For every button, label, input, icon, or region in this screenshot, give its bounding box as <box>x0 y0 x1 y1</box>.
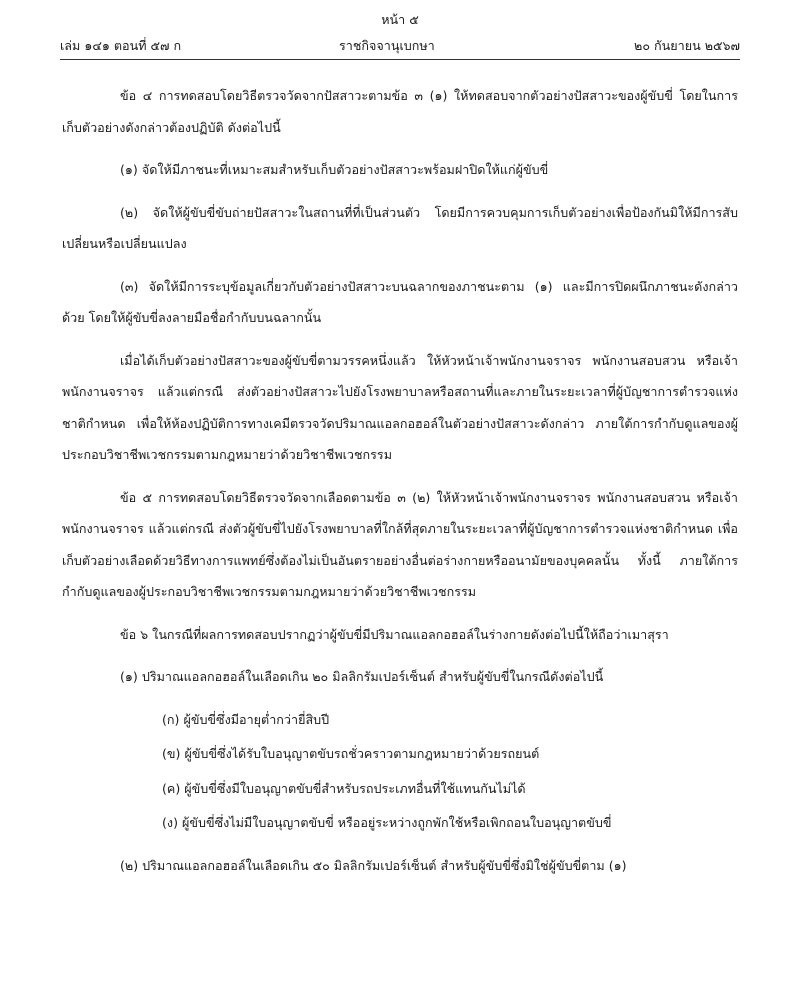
sub-item-kho: (ข) ผู้ขับขี่ซึ่งได้รับใบอนุญาตขับรถชั่วคราวตามกฎหมายว่าด้วยรถยนต์ <box>162 746 540 761</box>
header-divider <box>60 59 740 60</box>
sub-item-ko: (ก) ผู้ขับขี่ซึ่งมีอายุต่ำกว่ายี่สิบปี <box>162 711 330 727</box>
page-number: หน้า ๕ <box>381 12 419 27</box>
gazette-header <box>60 36 740 56</box>
clause-6: ข้อ ๖ ในกรณีที่ผลการทดสอบปรากฏว่าผู้ขับขี่มีปริมาณแอลกอฮอล์ในร่างกายดังต่อไปนี้ให้ถือว่าเมาสุรา <box>120 626 669 642</box>
clause-4-item-3: (๓) จัดให้มีการระบุข้อมูลเกี่ยวกับตัวอย่างปัสสาวะบนฉลากของภาชนะตาม (๑) และมีการปิดผนึกภาชนะดังกล่าวด้วย โดยให้ผู้ขับขี่ลงลายมือชื่อกำกับบนฉลากนั้น <box>62 278 738 325</box>
clause-4-paragraph-2: เมื่อได้เก็บตัวอย่างปัสสาวะของผู้ขับขี่ตามวรรคหนึ่งแล้ว ให้หัวหน้าเจ้าพนักงานจราจร พนักงานสอบสวน หรือเจ้าพนักงานจราจร แล้วแต่กรณี ส่งตัวอย่างปัสสาวะไปยังโรงพยาบาลหรือสถานที่และภายในระยะเวลาที่ผู้บัญชาการตำรวจแห่งชาติกำหนด เพื่อให้ห้องปฏิบัติการทางเคมีตรวจวัดปริมาณแอลกอฮอล์ในตัวอย่างปัสสาวะดังกล่าว ภายใต้การกำกับดูแลของผู้ประกอบวิชาชีพเวชกรรมตามกฎหมายว่าด้วยวิชาชีพเวชกรรม <box>62 352 738 462</box>
volume-info: เล่ม ๑๔๑ ตอนที่ ๕๗ ก <box>60 38 182 53</box>
clause-6-item-1: (๑) ปริมาณแอลกอฮอล์ในเลือดเกิน ๒๐ มิลลิกรัมเปอร์เซ็นต์ สำหรับผู้ขับขี่ในกรณีดังต่อไปนี้ <box>120 669 604 684</box>
clause-6-item-2: (๒) ปริมาณแอลกอฮอล์ในเลือดเกิน ๕๐ มิลลิกรัมเปอร์เซ็นต์ สำหรับผู้ขับขี่ซึ่งมิใช่ผู้ขับขี่ตาม (๑) <box>120 857 627 873</box>
sub-item-ngo: (ง) ผู้ขับขี่ซึ่งไม่มีใบอนุญาตขับขี่ หรืออยู่ระหว่างถูกพักใช้หรือเพิกถอนใบอนุญาตขับขี่ <box>162 815 612 830</box>
sub-item-kho-khwai: (ค) ผู้ขับขี่ซึ่งมีใบอนุญาตขับขี่สำหรับรถประเภทอื่นที่ใช้แทนกันไม่ได้ <box>162 780 526 796</box>
clause-4-item-2: (๒) จัดให้ผู้ขับขี่ขับถ่ายปัสสาวะในสถานที่ที่เป็นส่วนตัว โดยมีการควบคุมการเก็บตัวอย่างเพื่อป้องกันมิให้มีการสับเปลี่ยนหรือเปลี่ยนแปลง <box>62 204 738 251</box>
publication-name: ราชกิจจานุเบกษา <box>339 38 435 53</box>
document-body <box>62 80 738 892</box>
clause-4: ข้อ ๔ การทดสอบโดยวิธีตรวจวัดจากปัสสาวะตามข้อ ๓ (๑) ให้ทดสอบจากตัวอย่างปัสสาวะของผู้ขับขี่ โดยในการเก็บตัวอย่างดังกล่าวต้องปฏิบัติ ดังต่อไปนี้ <box>62 88 738 135</box>
clause-5: ข้อ ๕ การทดสอบโดยวิธีตรวจวัดจากเลือดตามข้อ ๓ (๒) ให้หัวหน้าเจ้าพนักงานจราจร พนักงานสอบสวน หรือเจ้าพนักงานจราจร แล้วแต่กรณี ส่งตัวผู้ขับขี่ไปยังโรงพยาบาลที่ใกล้ที่สุดภายในระยะเวลาที่ผู้บัญชาการตำรวจแห่งชาติกำหนด เพื่อเก็บตัวอย่างเลือดด้วยวิธีทางการแพทย์ซึ่งต้องไม่เป็นอันตรายอย่างอื่นต่อร่างกายหรืออนามัยของบุคคลนั้น ทั้งนี้ ภายใต้การกำกับดูแลของผู้ประกอบวิชาชีพเวชกรรมตามกฎหมายว่าด้วยวิชาชีพเวชกรรม <box>62 489 738 599</box>
clause-4-item-1: (๑) จัดให้มีภาชนะที่เหมาะสมสำหรับเก็บตัวอย่างปัสสาวะพร้อมฝาปิดให้แก่ผู้ขับขี่ <box>120 162 549 177</box>
publication-date: ๒๐ กันยายน ๒๕๖๗ <box>634 38 740 53</box>
